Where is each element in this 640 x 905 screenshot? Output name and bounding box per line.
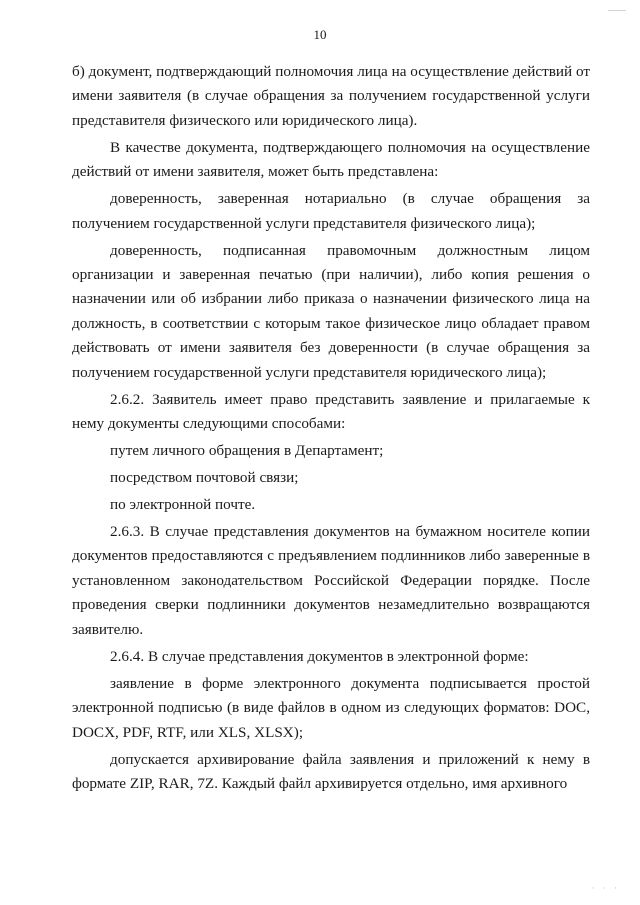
list-item: путем личного обращения в Департамент; xyxy=(110,442,384,460)
paragraph: В качестве документа, подтверждающего полномочия на осуществление действий от имени заявителя, может быть представлена: xyxy=(72,138,590,181)
paragraph: б) документ, подтверждающий полномочия лица на осуществление действий от имени заявителя (в случае обращения за получением государственной услуги представителя физического или юридического лица). xyxy=(72,63,590,129)
paragraph: 2.6.3. В случае представления документов на бумажном носителе копии документов предоставляются с предъявлением подлинников либо заверенные в установленном законодательством Российской Федерации порядке. После проведения сверки подлинники документов незамедлительно возвращаются заявителю. xyxy=(72,523,590,638)
list-item: по электронной почте. xyxy=(110,496,256,514)
document-body xyxy=(72,60,590,799)
paragraph: 2.6.2. Заявитель имеет право представить заявление и прилагаемые к нему документы следующими способами: xyxy=(72,390,590,433)
scan-artifact: · · · xyxy=(591,883,620,893)
paragraph: 2.6.4. В случае представления документов в электронной форме: xyxy=(110,647,529,665)
paragraph: заявление в форме электронного документа подписывается простой электронной подписью (в виде файлов в одном из следующих форматов: DOC, DOCX, PDF, RTF, или XLS, XLSX); xyxy=(72,674,590,741)
paragraph: доверенность, подписанная правомочным должностным лицом организации и заверенная печатью (при наличии), либо копия решения о назначении или об избрании либо приказа о назначении физического лица на должность, в соответствии с которым такое физическое лицо обладает правом действовать от имени заявителя без доверенности (в случае обращения за получением государственной услуги представителя юридического лица); xyxy=(72,241,590,381)
paragraph: доверенность, заверенная нотариально (в случае обращения за получением государственной услуги представителя физического лица); xyxy=(72,190,590,232)
scan-corner-mark xyxy=(608,2,626,11)
paragraph: допускается архивирование файла заявления и приложений к нему в формате ZIP, RAR, 7Z. Каждый файл архивируется отдельно, имя архивного xyxy=(72,750,590,792)
list-item: посредством почтовой связи; xyxy=(110,469,299,487)
page-number: 10 xyxy=(313,27,327,42)
